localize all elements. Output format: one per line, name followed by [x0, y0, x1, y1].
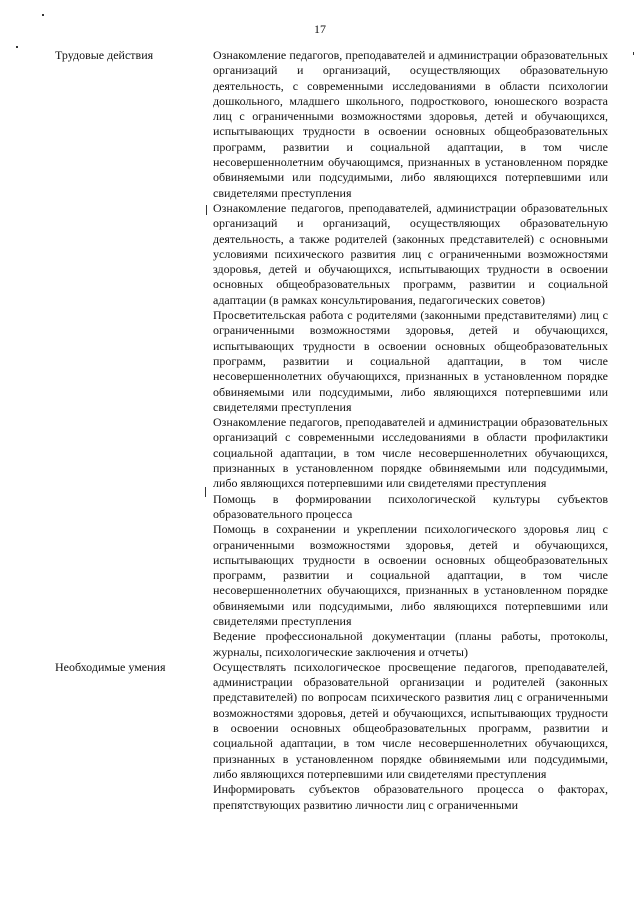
standard-table — [0, 48, 640, 813]
page-number: 17 — [314, 22, 326, 36]
list-item: Ознакомление педагогов, преподавателей и администрации образовательных организаций с современными исследованиями в области профилактики социальной адаптации, в том числе несовершеннолетних обучающихся, признанных в установленном порядке обвиняемыми или подсудимыми, либо являющихся потерпевшими или свидетелями преступления — [213, 415, 608, 491]
row-label: Необходимые умения — [55, 659, 166, 674]
list-item: Просветительская работа с родителями (законными представителями) лиц с ограниченными возможностями здоровья, детей и обучающихся, испытывающих трудности в освоении основных общеобразовательных программ, развитии и социальной адаптации, в том числе несовершеннолетних обучающихся, признанных в установленном порядке обвиняемыми или подсудимыми, либо являющихся потерпевшими или свидетелями преступления — [213, 308, 608, 414]
list-item: Помощь в сохранении и укреплении психологического здоровья лиц с ограниченными возможностями здоровья, детей и обучающихся, испытывающих трудности в освоении основных общеобразовательных программ, развитии и социальной адаптации, в том числе несовершеннолетних обучающихся, признанных в установленном порядке обвиняемыми или подсудимыми, либо являющихся потерпевшими или свидетелями преступления — [213, 522, 608, 628]
row-content — [213, 660, 608, 813]
row-label: Трудовые действия — [55, 48, 154, 62]
list-item: Информировать субъектов образовательного процесса о факторах, препятствующих развитию личности лиц с ограниченными — [213, 782, 608, 812]
scan-speck — [42, 14, 44, 16]
table-row-labor-actions — [0, 48, 640, 660]
list-item: Ведение профессиональной документации (планы работы, протоколы, журналы, психологические заключения и отчеты) — [213, 629, 608, 659]
list-item: Осуществлять психологическое просвещение педагогов, преподавателей, администрации образовательной организации и родителей (законных представителей) по вопросам психического развития лиц с ограниченными возможностями здоровья, детей и обучающихся, испытывающих трудности в освоении основных общеобразовательных программ, развитии и социальной адаптации, в том числе несовершеннолетних обучающихся, признанных в установленном порядке обвиняемыми или подсудимыми, либо являющихся потерпевшими или свидетелями преступления — [213, 659, 608, 781]
list-item: Ознакомление педагогов, преподавателей, администрации образовательных организаций и организаций, осуществляющих образовательную деятельность, а также родителей (законных представителей) с основными условиями психического развития лиц с ограниченными возможностями здоровья, детей и обучающихся, испытывающих трудности в освоении основных общеобразовательных программ, развитии и социальной адаптации (в рамках консультирования, педагогических советов) — [213, 200, 608, 307]
table-row-required-skills — [0, 660, 640, 813]
row-content — [213, 48, 608, 660]
list-item: Ознакомление педагогов, преподавателей и администрации образовательных организаций и организаций, осуществляющих образовательную деятельность, с современными исследованиями в области психологии дошкольного, младшего школьного, подросткового, юношеского возраста лиц с ограниченными возможностями здоровья, детей и обучающихся, испытывающих трудности в освоении основных общеобразовательных программ, развитии и социальной адаптации, в том числе несовершеннолетним обучающимся, признанных в установленном порядке обвиняемыми или подсудимыми, либо являющихся потерпевшими или свидетелями преступления — [213, 48, 608, 200]
list-item: Помощь в формировании психологической культуры субъектов образовательного процесса — [213, 491, 608, 521]
